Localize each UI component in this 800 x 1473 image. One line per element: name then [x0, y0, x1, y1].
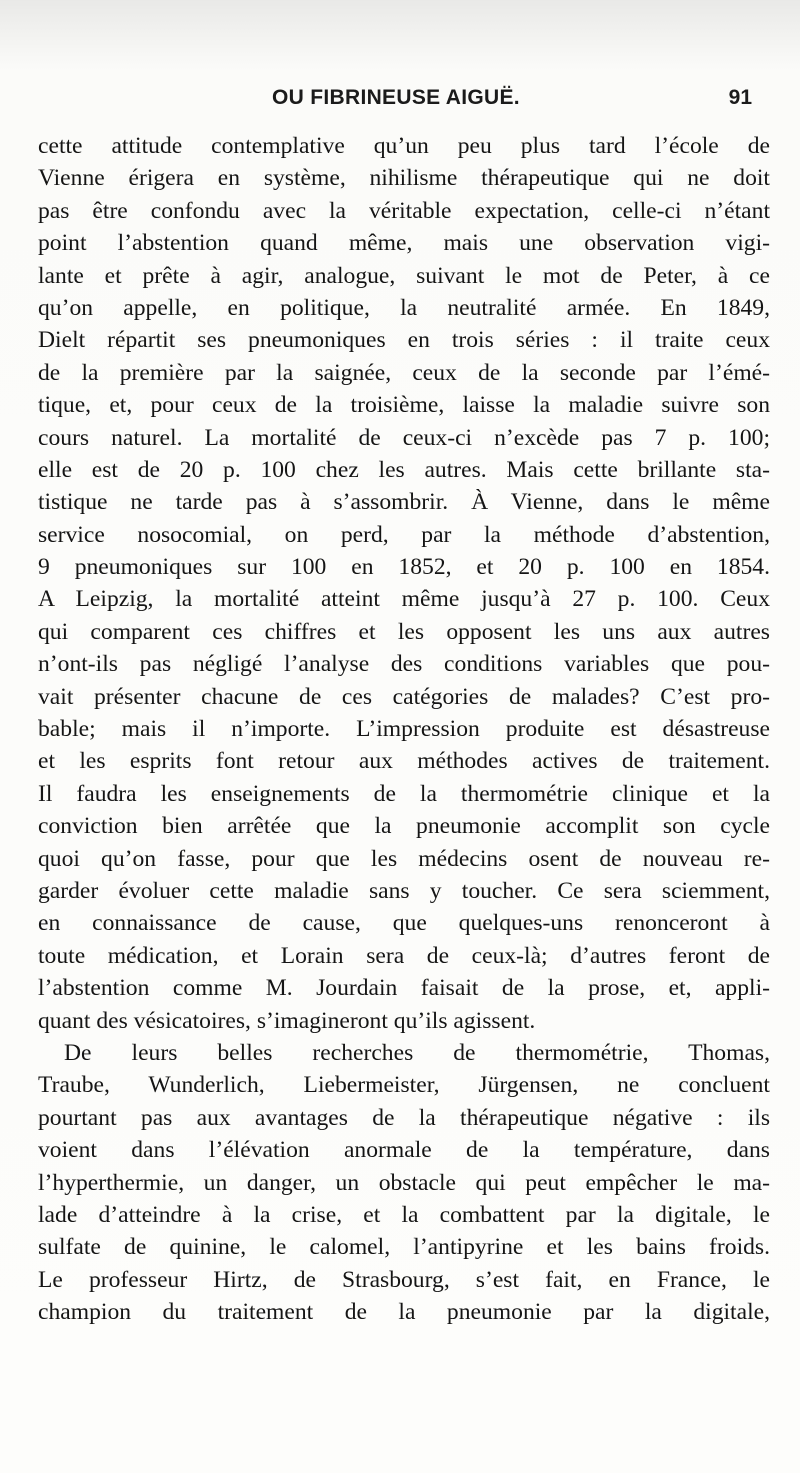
text-line: tistique ne tarde pas à s’assombrir. À Vienne, dans le même — [38, 489, 770, 516]
text-line: de la première par la saignée, ceux de la seconde par l’émé- — [38, 359, 770, 386]
text-line: lade d’atteindre à la crise, et la combattent par la digitale, le — [38, 1201, 770, 1228]
text-line: quoi qu’on fasse, pour que les médecins osent de nouveau re- — [38, 845, 770, 872]
text-line: point l’abstention quand même, mais une observation vigi- — [38, 230, 770, 257]
text-line: quant des vésicatoires, s’imagineront qu’ils agissent. — [38, 1007, 536, 1034]
text-line: pourtant pas aux avantages de la thérapeutique négative : ils — [38, 1104, 770, 1131]
text-line: A Leipzig, la mortalité atteint même jusqu’à 27 p. 100. Ceux — [38, 586, 770, 613]
text-line: 9 pneumoniques sur 100 en 1852, et 20 p. 100 en 1854. — [38, 554, 770, 581]
text-line: toute médication, et Lorain sera de ceux-là; d’autres feront de — [38, 942, 770, 969]
text-line: tique, et, pour ceux de la troisième, laisse la maladie suivre son — [38, 392, 770, 419]
text-line: en connaissance de cause, que quelques-uns renonceront à — [38, 910, 770, 937]
text-line: Traube, Wunderlich, Liebermeister, Jürgensen, ne concluent — [38, 1072, 770, 1099]
text-line: et les esprits font retour aux méthodes actives de traitement. — [38, 748, 770, 775]
text-line: champion du traitement de la pneumonie par la digitale, — [38, 1299, 770, 1326]
text-line: sulfate de quinine, le calomel, l’antipyrine et les bains froids. — [38, 1234, 770, 1261]
body-text — [38, 130, 770, 1328]
text-line: elle est de 20 p. 100 chez les autres. Mais cette brillante sta- — [38, 456, 770, 483]
text-line: qu’on appelle, en politique, la neutralité armée. En 1849, — [38, 294, 770, 321]
text-line: l’hyperthermie, un danger, un obstacle qui peut empêcher le ma- — [38, 1169, 770, 1196]
text-line: lante et prête à agir, analogue, suivant le mot de Peter, à ce — [38, 262, 770, 289]
running-title: OU FIBRINEUSE AIGUË. — [272, 86, 520, 109]
text-line: voient dans l’élévation anormale de la température, dans — [38, 1137, 770, 1164]
text-line: l’abstention comme M. Jourdain faisait de la prose, et, appli- — [38, 975, 770, 1002]
text-line: garder évoluer cette maladie sans y toucher. Ce sera sciemment, — [38, 877, 770, 904]
text-line: De leurs belles recherches de thermométrie, Thomas, — [64, 1039, 770, 1066]
text-line: Dielt répartit ses pneumoniques en trois séries : il traite ceux — [38, 327, 770, 354]
text-line: vait présenter chacune de ces catégories de malades? C’est pro- — [38, 683, 770, 710]
text-line: Vienne érigera en système, nihilisme thérapeutique qui ne doit — [38, 165, 770, 192]
text-line: cette attitude contemplative qu’un peu plus tard l’école de — [38, 133, 770, 159]
text-line: pas être confondu avec la véritable expectation, celle-ci n’étant — [38, 197, 770, 224]
text-line: n’ont-ils pas négligé l’analyse des conditions variables que pou- — [38, 651, 770, 678]
text-line: conviction bien arrêtée que la pneumonie accomplit son cycle — [38, 813, 770, 840]
text-line: Le professeur Hirtz, de Strasbourg, s’est fait, en France, le — [38, 1266, 770, 1293]
text-line: bable; mais il n’importe. L’impression produite est désastreuse — [38, 716, 770, 743]
page-header — [40, 86, 752, 120]
page-number: 91 — [728, 86, 752, 109]
text-line: qui comparent ces chiffres et les opposent les uns aux autres — [38, 618, 770, 645]
text-line: cours naturel. La mortalité de ceux-ci n’excède pas 7 p. 100; — [38, 424, 770, 451]
text-line: Il faudra les enseignements de la thermométrie clinique et la — [38, 780, 770, 807]
text-line: service nosocomial, on perd, par la méthode d’abstention, — [38, 521, 770, 548]
